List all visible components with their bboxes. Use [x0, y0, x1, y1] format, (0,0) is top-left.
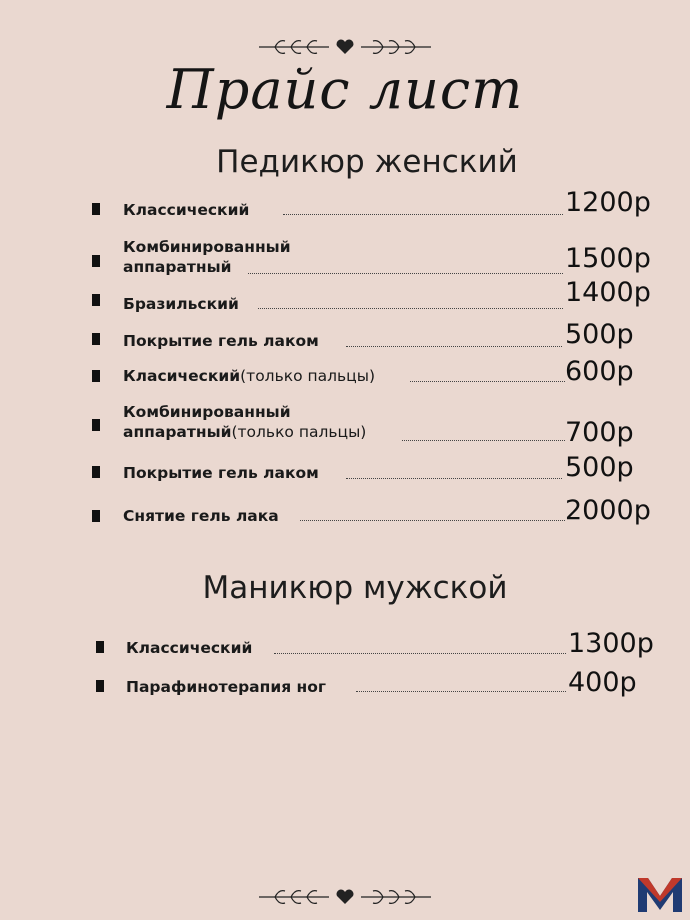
service-price: 500р: [565, 319, 634, 350]
dotted-leader: [346, 478, 562, 479]
service-name: Классический: [126, 639, 253, 657]
dotted-leader: [274, 653, 566, 654]
service-price: 2000р: [565, 495, 651, 526]
dotted-leader: [283, 214, 563, 215]
bullet-icon: [92, 419, 100, 431]
dotted-leader: [346, 346, 562, 347]
service-price: 1400р: [565, 277, 651, 308]
dotted-leader: [410, 381, 565, 382]
service-name: Комбинированный аппаратный: [123, 238, 291, 276]
bullet-icon: [92, 203, 100, 215]
price-list-title: Прайс лист: [166, 58, 524, 121]
bullet-icon: [96, 680, 104, 692]
service-price: 400р: [568, 667, 637, 698]
service-price: 1300р: [568, 628, 654, 659]
section-title-manicure: Маникюр мужской: [202, 570, 508, 606]
dotted-leader: [356, 691, 566, 692]
service-name: Класический(только пальцы): [123, 367, 376, 385]
dotted-leader: [402, 440, 565, 441]
service-price: 700р: [565, 417, 634, 448]
bullet-icon: [92, 255, 100, 267]
service-name: Парафинотерапия ног: [126, 678, 327, 696]
dotted-leader: [248, 273, 563, 274]
bullet-icon: [92, 370, 100, 382]
m-logo-icon: [636, 874, 684, 914]
bullet-icon: [92, 510, 100, 522]
service-price: 500р: [565, 452, 634, 483]
service-name: Классический: [123, 201, 250, 219]
service-name: Покрытие гель лаком: [123, 332, 319, 350]
service-name: Покрытие гель лаком: [123, 464, 319, 482]
bullet-icon: [92, 466, 100, 478]
service-price: 1500р: [565, 243, 651, 274]
service-name: Снятие гель лака: [123, 507, 279, 525]
section-title-pedicure: Педикюр женский: [216, 144, 518, 180]
dotted-leader: [300, 520, 565, 521]
bullet-icon: [92, 294, 100, 306]
heart-branch-ornament-icon: [255, 885, 435, 909]
bullet-icon: [92, 333, 100, 345]
service-name: Бразильский: [123, 295, 239, 313]
bullet-icon: [96, 641, 104, 653]
service-price: 600р: [565, 356, 634, 387]
service-price: 1200р: [565, 187, 651, 218]
dotted-leader: [258, 308, 563, 309]
bottom-ornament: [0, 885, 690, 915]
service-name: Комбинированный аппаратный(только пальцы): [123, 403, 367, 441]
